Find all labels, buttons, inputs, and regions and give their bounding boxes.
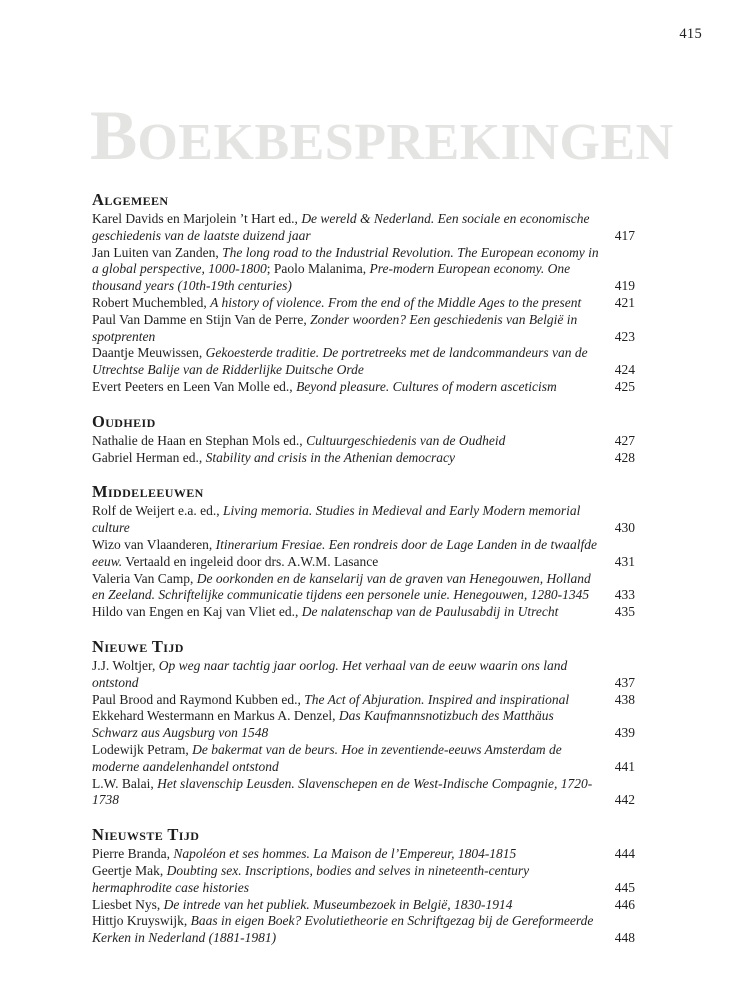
entry-text	[92, 379, 601, 396]
work-title: Beyond pleasure. Cultures of modern asceticism	[296, 378, 557, 394]
work-title: Zonder woorden? Een geschiedenis van België in spotprenten	[92, 311, 578, 344]
work-title: Napoléon et ses hommes. La Maison de l’Empereur, 1804-1815	[173, 846, 517, 862]
toc-section	[92, 482, 635, 621]
author-names: Hildo van Engen en Kaj van Vliet ed.,	[92, 604, 302, 620]
entry-page-number: 433	[614, 587, 635, 603]
author-names: Evert Peeters en Leen Van Molle ed.,	[92, 378, 297, 394]
toc-section	[92, 412, 635, 467]
section-heading: Middeleeuwen	[92, 482, 204, 502]
author-names: Vertaald en ingeleid door drs. A.W.M. Lasance	[122, 553, 379, 569]
work-title: Gekoesterde traditie. De portretreeks met de landcommandeurs van de Utrechtse Balije van de Ridderlijke Duitsche Orde	[92, 345, 588, 378]
author-names: Paul Brood and Raymond Kubben ed.,	[92, 691, 305, 707]
author-names: Lodewijk Petram,	[92, 741, 193, 757]
toc-entry	[92, 503, 635, 537]
author-names: Jan Luiten van Zanden,	[92, 244, 223, 260]
author-names: L.W. Balai,	[92, 775, 158, 791]
section-heading: Nieuwste Tijd	[92, 825, 200, 845]
toc-entry	[92, 604, 635, 621]
author-names: Karel Davids en Marjolein ’t Hart ed.,	[92, 211, 302, 226]
work-title: De oorkonden en de kanselarij van de graven van Henegouwen, Holland en Zeeland. Schriftelijke communicatie tijdens een personele unie. Henegouwen, 1280-1345	[92, 570, 591, 603]
work-title: Op weg naar tachtig jaar oorlog. Het verhaal van de eeuw waarin ons land ontstond	[92, 657, 568, 690]
entry-text	[92, 211, 601, 245]
work-title: The Act of Abjuration. Inspired and inspirational	[304, 691, 570, 707]
work-title: A history of violence. From the end of the Middle Ages to the present	[210, 294, 582, 310]
author-names: ; Paolo Malanima,	[266, 261, 370, 277]
work-title: Cultuurgeschiedenis van de Oudheid	[306, 432, 506, 448]
toc-entry	[92, 776, 635, 810]
page-title-initial: B	[90, 97, 138, 176]
entry-page-number: 441	[614, 758, 635, 774]
work-title: De nalatenschap van de Paulusabdij in Utrecht	[301, 604, 559, 620]
entry-page-number: 427	[614, 432, 635, 448]
entry-text	[92, 692, 601, 709]
toc-entry	[92, 245, 635, 295]
entry-text	[92, 913, 601, 947]
page-title	[90, 97, 674, 176]
toc-section	[92, 637, 635, 809]
entry-text	[92, 604, 601, 621]
entry-page-number: 442	[614, 792, 635, 808]
entry-text	[92, 571, 601, 605]
author-names: Ekkehard Westermann en Markus A. Denzel,	[92, 708, 339, 724]
author-names: Hittjo Kruyswijk,	[92, 913, 191, 929]
entry-text	[92, 863, 601, 897]
toc-sections	[92, 190, 635, 947]
entry-page-number: 417	[614, 227, 635, 243]
entry-page-number: 424	[614, 362, 635, 378]
work-title: Het slavenschip Leusden. Slavenschepen en de West-Indische Compagnie, 1720-1738	[92, 775, 593, 808]
author-names: Paul Van Damme en Stijn Van de Perre,	[92, 311, 311, 327]
entry-text	[92, 537, 601, 571]
toc-entry	[92, 742, 635, 776]
toc-entry	[92, 450, 635, 467]
entry-text	[92, 897, 601, 914]
entry-page-number: 431	[614, 553, 635, 569]
toc-entry	[92, 433, 635, 450]
work-title: Baas in eigen Boek? Evolutietheorie en Schriftgezag bij de Gereformeerde Kerken in Nederland (1881-1981)	[92, 913, 594, 946]
toc-entry	[92, 846, 635, 863]
toc-entry	[92, 692, 635, 709]
work-title: Living memoria. Studies in Medieval and Early Modern memorial culture	[92, 503, 581, 536]
section-heading: Nieuwe Tijd	[92, 636, 184, 656]
work-title: De intrede van het publiek. Museumbezoek in België, 1830-1914	[163, 896, 513, 912]
author-names: Wizo van Vlaanderen,	[92, 536, 216, 552]
work-title: Das Kaufmannsnotizbuch des Matthäus Schwarz aus Augsburg von 1548	[92, 708, 554, 741]
entry-text	[92, 658, 601, 692]
toc-entry	[92, 897, 635, 914]
entry-text	[92, 345, 601, 379]
entry-page-number: 448	[614, 930, 635, 946]
entry-page-number: 439	[614, 725, 635, 741]
entry-page-number: 437	[614, 674, 635, 690]
entry-text	[92, 846, 601, 863]
work-title: Stability and crisis in the Athenian democracy	[205, 449, 456, 465]
toc-entry	[92, 708, 635, 742]
entry-text	[92, 708, 601, 742]
entry-page-number: 430	[614, 520, 635, 536]
entry-page-number: 446	[614, 896, 635, 912]
author-names: Rolf de Weijert e.a. ed.,	[92, 503, 223, 519]
entry-page-number: 421	[614, 294, 635, 310]
toc-entry	[92, 379, 635, 396]
entry-text	[92, 503, 601, 537]
work-title: The long road to the Industrial Revolution. The European economy in a global perspective, 1000-1800	[92, 244, 599, 277]
author-names: Gabriel Herman ed.,	[92, 449, 206, 465]
entry-text	[92, 312, 601, 346]
work-title: De bakermat van de beurs. Hoe in zeventiende-eeuws Amsterdam de moderne aandelenhandel ontstond	[92, 741, 562, 774]
author-names: Valeria Van Camp,	[92, 570, 197, 586]
author-names: Geertje Mak,	[92, 862, 167, 878]
entry-text	[92, 450, 601, 467]
section-heading: Oudheid	[92, 411, 156, 431]
work-title: Doubting sex. Inscriptions, bodies and selves in nineteenth-century hermaphrodite case histories	[92, 862, 530, 895]
entry-page-number: 435	[614, 604, 635, 620]
entry-page-number: 444	[614, 846, 635, 862]
page-title-rest: OEKBESPREKINGEN	[137, 114, 674, 172]
toc-section	[92, 825, 635, 947]
author-names: J.J. Woltjer,	[92, 657, 159, 673]
work-title: Pre-modern European economy. One thousand years (10th-19th centuries)	[92, 261, 571, 294]
toc-entry	[92, 913, 635, 947]
work-title: De wereld & Nederland. Een sociale en economische geschiedenis van de laatste duizend jaar	[92, 211, 590, 243]
toc-entry	[92, 571, 635, 605]
entry-text	[92, 433, 601, 450]
toc-entry	[92, 312, 635, 346]
entry-text	[92, 776, 601, 810]
toc-entry	[92, 863, 635, 897]
toc-entry	[92, 211, 635, 245]
page-number: 415	[679, 26, 702, 42]
toc-entry	[92, 658, 635, 692]
entry-text	[92, 742, 601, 776]
entry-page-number: 438	[614, 691, 635, 707]
author-names: Nathalie de Haan en Stephan Mols ed.,	[92, 432, 307, 448]
entry-page-number: 428	[614, 449, 635, 465]
entry-page-number: 425	[614, 378, 635, 394]
work-title: Itinerarium Fresiae. Een rondreis door de Lage Landen in de twaalfde eeuw.	[92, 536, 597, 569]
author-names: Daantje Meuwissen,	[92, 345, 206, 361]
section-heading: Algemeen	[92, 190, 169, 209]
author-names: Liesbet Nys,	[92, 896, 164, 912]
entry-text	[92, 295, 601, 312]
entry-page-number: 445	[614, 879, 635, 895]
toc-entry	[92, 345, 635, 379]
toc-entry	[92, 295, 635, 312]
entry-page-number: 423	[614, 328, 635, 344]
toc-section	[92, 190, 635, 396]
author-names: Robert Muchembled,	[92, 294, 211, 310]
author-names: Pierre Branda,	[92, 846, 174, 862]
entry-page-number: 419	[614, 278, 635, 294]
toc-entry	[92, 537, 635, 571]
entry-text	[92, 245, 601, 295]
